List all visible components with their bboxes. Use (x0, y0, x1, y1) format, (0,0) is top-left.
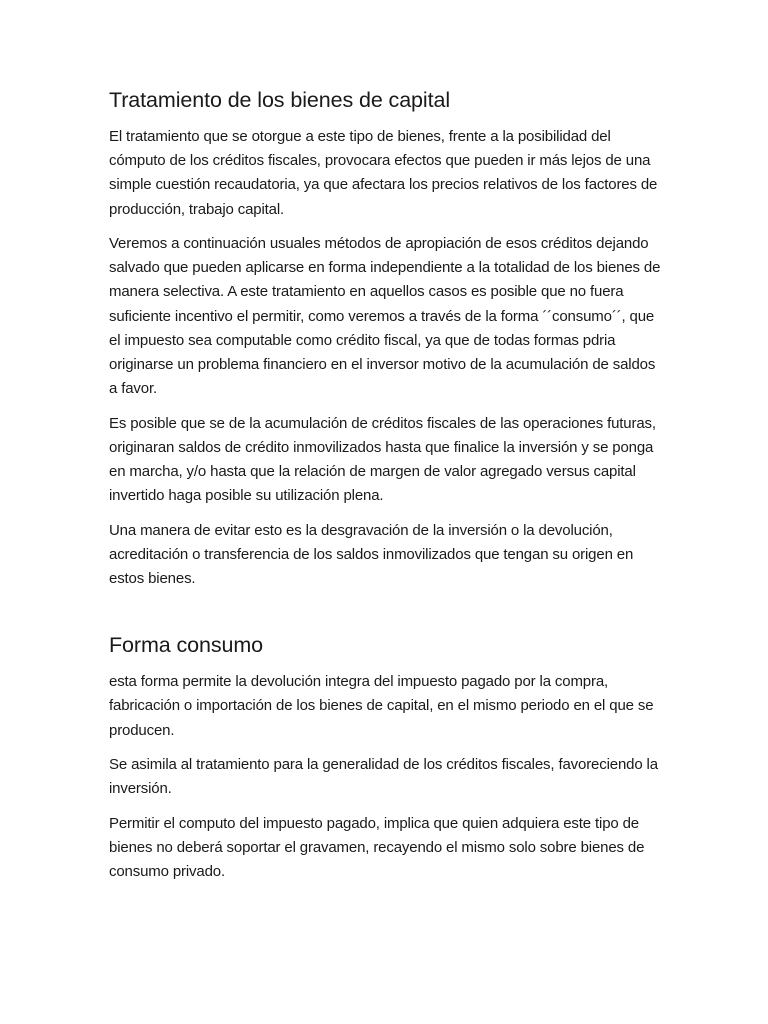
section-bienes-de-capital (109, 84, 661, 591)
section-forma-consumo (109, 629, 661, 884)
paragraph: Veremos a continuación usuales métodos de apropiación de esos créditos dejando salvado que pueden aplicarse en forma independiente a la totalidad de los bienes de manera selectiva. A este tratamiento en aquellos casos es posible que no fuera suficiente incentivo el permitir, como veremos a través de la forma ´´consumo´´, que el impuesto sea computable como crédito fiscal, ya que de todas formas pdria originarse un problema financiero en el inversor motivo de la acumulación de saldos a favor. (109, 235, 661, 398)
section-heading: Tratamiento de los bienes de capital (109, 88, 450, 112)
paragraph: Es posible que se de la acumulación de créditos fiscales de las operaciones futuras, originaran saldos de crédito inmovilizados hasta que finalice la inversión y se ponga en marcha, y/o hasta que la relación de margen de valor agregado versus capital invertido haga posible su utilización plena. (109, 414, 656, 505)
paragraph: Se asimila al tratamiento para la generalidad de los créditos fiscales, favoreciendo la inversión. (109, 756, 658, 798)
paragraph: esta forma permite la devolución integra del impuesto pagado por la compra, fabricación o importación de los bienes de capital, en el mismo periodo en el que se producen. (109, 673, 654, 739)
paragraph: El tratamiento que se otorgue a este tipo de bienes, frente a la posibilidad del cómputo de los créditos fiscales, provocara efectos que pueden ir más lejos de una simple cuestión recaudatoria, ya que afectara los precios relativos de los factores de producción, trabajo capital. (109, 128, 658, 218)
document-page (109, 84, 661, 894)
paragraph: Permitir el computo del impuesto pagado, implica que quien adquiera este tipo de bienes no deberá soportar el gravamen, recayendo el mismo solo sobre bienes de consumo privado. (109, 814, 645, 881)
section-heading: Forma consumo (109, 633, 264, 658)
paragraph: Una manera de evitar esto es la desgravación de la inversión o la devolución, acreditación o transferencia de los saldos inmovilizados que tengan su origen en estos bienes. (109, 521, 634, 588)
